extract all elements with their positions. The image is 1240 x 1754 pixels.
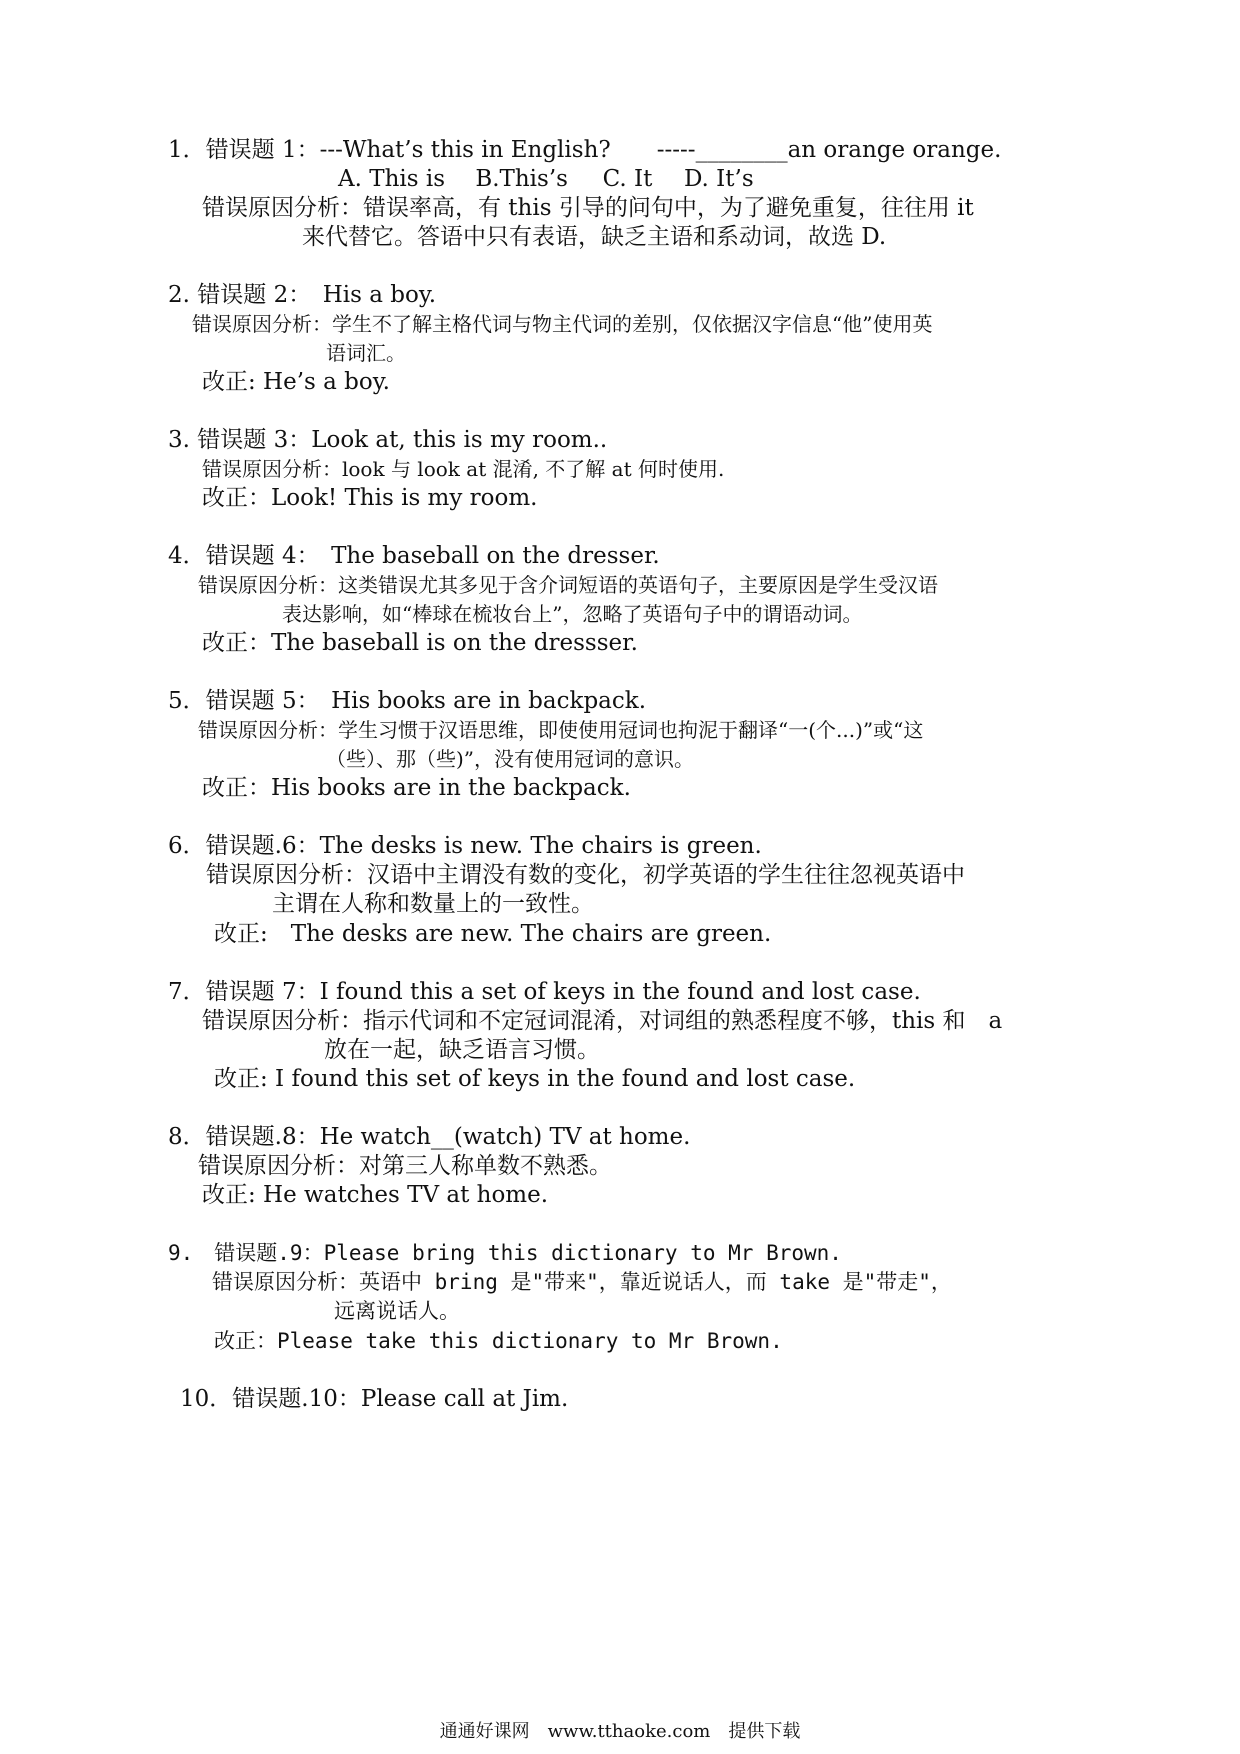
item-8-correction: 改正: He watches TV at home. (202, 1182, 549, 1208)
item-3-question: 3. 错误题 3：Look at, this is my room.. (168, 427, 608, 453)
item-1-analysis-line-2: 来代替它。答语中只有表语，缺乏主语和系动词，故选 D. (302, 224, 887, 250)
item-4-question: 4．错误题 4： The baseball on the dresser. (168, 543, 660, 569)
item-2-analysis-line-2: 语词汇。 (326, 341, 406, 365)
item-9-analysis-line-1: 错误原因分析：英语中 bring 是"带来"，靠近说话人，而 take 是"带走"， (212, 1270, 952, 1294)
item-10-question: 10．错误题.10：Please call at Jim. (180, 1386, 569, 1412)
item-7-analysis-line-2: 放在一起，缺乏语言习惯。 (324, 1037, 600, 1063)
option-d: D. It’s (683, 166, 754, 192)
page-footer: 通通好课网 www.tthaoke.com 提供下载 (439, 1721, 801, 1742)
item-5-analysis-line-2: （些）、那（些)”，没有使用冠词的意识。 (326, 747, 695, 771)
item-1-analysis-line-1: 错误原因分析：错误率高，有 this 引导的问句中，为了避免重复，往往用 it (202, 195, 974, 221)
item-5-correction: 改正：His books are in the backpack. (202, 775, 631, 801)
item-8-question: 8．错误题.8：He watch__(watch) TV at home. (168, 1124, 691, 1150)
option-a: A. This is (338, 166, 446, 192)
item-5-analysis-line-1: 错误原因分析：学生习惯于汉语思维，即使使用冠词也拘泥于翻译“一(个...)”或“这 (198, 718, 924, 742)
item-2-correction: 改正: He’s a boy. (202, 369, 390, 395)
option-b: B.This’s (475, 166, 568, 192)
item-2-analysis-line-1: 错误原因分析：学生不了解主格代词与物主代词的差别，仅依据汉字信息“他”使用英 (192, 312, 933, 336)
item-6-correction: 改正: The desks are new. The chairs are green. (214, 921, 772, 947)
item-7-question: 7．错误题 7：I found this a set of keys in the found and lost case. (168, 979, 921, 1005)
item-4-analysis-line-1: 错误原因分析：这类错误尤其多见于含介词短语的英语句子，主要原因是学生受汉语 (198, 573, 938, 597)
item-6-analysis-line-1: 错误原因分析：汉语中主谓没有数的变化，初学英语的学生往往忽视英语中 (206, 862, 965, 888)
item-3-correction: 改正：Look! This is my room. (202, 485, 538, 511)
item-9-correction: 改正：Please take this dictionary to Mr Brown. (214, 1329, 783, 1353)
item-4-correction: 改正：The baseball is on the dressser. (202, 630, 638, 656)
item-6-question: 6．错误题.6：The desks is new. The chairs is green. (168, 833, 762, 859)
item-8-analysis-line-1: 错误原因分析：对第三人称单数不熟悉。 (198, 1153, 612, 1179)
item-9-question: 9. 错误题.9：Please bring this dictionary to Mr Brown. (168, 1241, 842, 1265)
item-6-analysis-line-2: 主谓在人称和数量上的一致性。 (272, 891, 594, 917)
item-4-analysis-line-2: 表达影响，如“棒球在梳妆台上”，忽略了英语句子中的谓语动词。 (282, 602, 863, 626)
item-7-correction: 改正: I found this set of keys in the found and lost case. (214, 1066, 856, 1092)
option-c: C. It (602, 166, 653, 192)
item-1-question: 1．错误题 1：---What’s this in English? -----________an orange orange. (168, 137, 1002, 163)
item-3-analysis-line-1: 错误原因分析：look 与 look at 混淆, 不了解 at 何时使用. (202, 457, 725, 481)
item-1-options (338, 164, 754, 194)
item-7-analysis-line-1: 错误原因分析：指示代词和不定冠词混淆，对词组的熟悉程度不够，this 和 a (202, 1008, 1003, 1034)
item-2-question: 2. 错误题 2： His a boy. (168, 282, 437, 308)
item-5-question: 5．错误题 5： His books are in backpack. (168, 688, 647, 714)
item-9-analysis-line-2: 远离说话人。 (334, 1299, 460, 1323)
